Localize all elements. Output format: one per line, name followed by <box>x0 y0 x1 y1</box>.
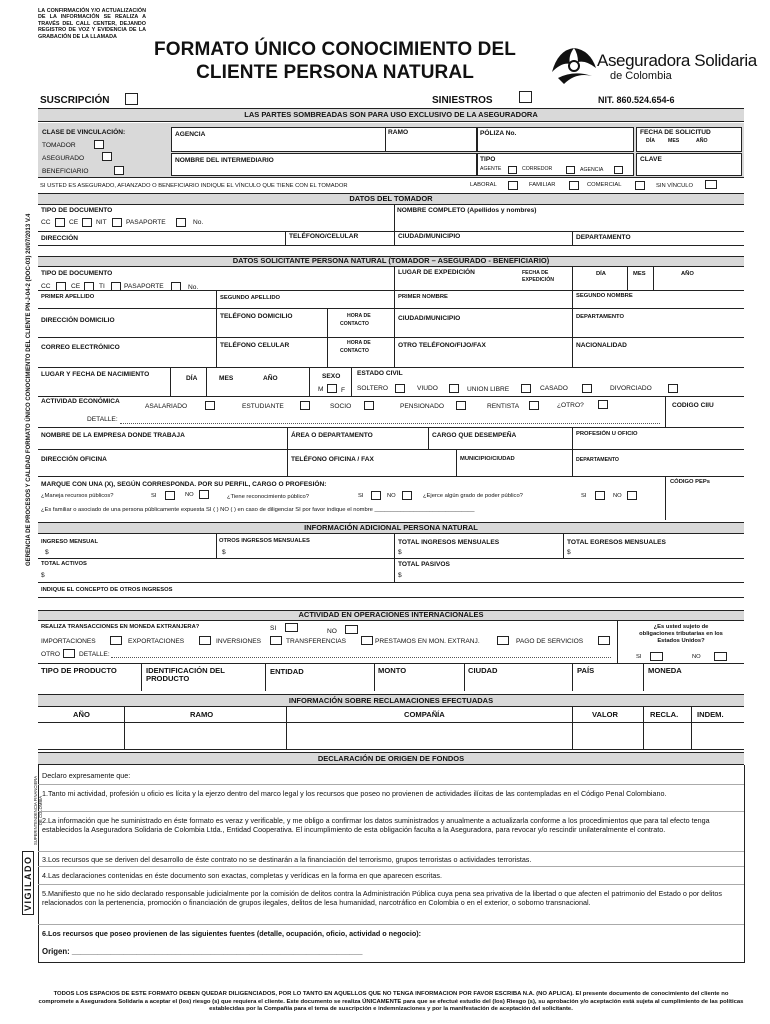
sol-divorciado-option: DIVORCIADO <box>610 385 652 392</box>
sol-ce-checkbox[interactable] <box>84 282 94 291</box>
asegurado-option: ASEGURADO <box>42 155 85 162</box>
sol-rentista-checkbox[interactable] <box>529 401 539 410</box>
sol-ce-option: CE <box>71 283 81 290</box>
beneficiario-option: BENEFICIARIO <box>42 168 89 175</box>
tomador-ce-option: CE <box>69 219 79 226</box>
sol-otro-checkbox[interactable] <box>598 400 608 409</box>
sol-primer-apellido-label: PRIMER APELLIDO <box>41 294 95 300</box>
col-identificacion-line1: IDENTIFICACIÓN DEL <box>146 666 225 675</box>
sol-casado-option: CASADO <box>540 385 568 392</box>
peps-q1-si: SI <box>151 493 157 499</box>
sol-viudo-option: VIUDO <box>417 385 438 392</box>
fecha-anio-label: AÑO <box>696 138 708 144</box>
sol-union-checkbox[interactable] <box>521 384 531 393</box>
peps-q3-no: NO <box>613 493 622 499</box>
sol-fecha-exp-label2: EXPEDICIÓN <box>522 277 554 283</box>
peps-q2-no-checkbox[interactable] <box>402 491 412 500</box>
sol-nac-dia-label: DÍA <box>186 375 198 382</box>
recl-col-valor: VALOR <box>592 710 619 719</box>
sol-lugar-fecha-nac-label: LUGAR Y FECHA DE NACIMIENTO <box>41 371 150 378</box>
tomador-tipo-doc-label: TIPO DE DOCUMENTO <box>41 207 113 214</box>
sol-detalle-label: DETALLE: <box>87 416 118 423</box>
sol-hora-contacto2-label1: HORA DE <box>347 340 371 346</box>
intermediario-label: NOMBRE DEL INTERMEDIARIO <box>175 157 274 164</box>
pago-servicios-checkbox[interactable] <box>598 636 610 645</box>
form-title-line1: FORMATO ÚNICO CONOCIMIENTO DEL <box>154 39 516 60</box>
sol-segundo-nombre-label: SEGUNDO NOMBRE <box>576 293 633 299</box>
sol-cc-option: CC <box>41 283 51 290</box>
otro-option: OTRO <box>41 651 61 658</box>
sol-cc-checkbox[interactable] <box>56 282 66 291</box>
sol-otro-option: ¿OTRO? <box>557 402 584 409</box>
agente-checkbox[interactable] <box>508 166 517 174</box>
sol-ti-option: TI <box>99 283 105 290</box>
peps-q1-si-checkbox[interactable] <box>165 491 175 500</box>
sol-viudo-checkbox[interactable] <box>449 384 459 393</box>
col-monto: MONTO <box>378 666 407 675</box>
vigilado-stamp: VIGILADO <box>22 851 34 915</box>
sol-no-label: No. <box>188 284 199 291</box>
vigilado-sub-line2: DE COLOMBIA <box>37 795 43 825</box>
corredor-checkbox[interactable] <box>566 166 575 174</box>
total-pasivos-label: TOTAL PASIVOS <box>398 561 450 568</box>
beneficiario-checkbox[interactable] <box>114 166 124 175</box>
agencia-ramo-box <box>171 127 477 152</box>
tomador-pasaporte-checkbox[interactable] <box>176 218 186 227</box>
info-adicional-title: INFORMACIÓN ADICIONAL PERSONA NATURAL <box>304 523 478 532</box>
sol-sexo-f-option: F <box>341 387 346 394</box>
total-ingresos-label: TOTAL INGRESOS MENSUALES <box>398 539 500 546</box>
tomador-no-label: No. <box>193 219 204 226</box>
company-logo-icon <box>548 42 600 88</box>
recl-col-compania: COMPAÑÍA <box>404 710 445 719</box>
sol-socio-checkbox[interactable] <box>364 401 374 410</box>
transacciones-no: NO <box>327 628 337 635</box>
fecha-solicitud-label: FECHA DE SOLICITUD <box>640 129 711 136</box>
exclusivo-title: LAS PARTES SOMBREADAS SON PARA USO EXCLUSIVO DE LA ASEGURADORA <box>244 110 538 119</box>
sol-sexo-m-option: M <box>318 386 324 393</box>
tomador-direccion-label: DIRECCIÓN <box>41 235 78 242</box>
form-title <box>150 38 520 84</box>
tomador-nit-checkbox[interactable] <box>112 218 122 227</box>
sol-correo-label: CORREO ELECTRÓNICO <box>41 344 120 351</box>
peps-q1: ¿Maneja recursos públicos? <box>41 493 114 499</box>
sol-segundo-apellido-label: SEGUNDO APELLIDO <box>220 295 281 301</box>
fecha-dia-label: DÍA <box>646 138 655 144</box>
inversiones-option: INVERSIONES <box>216 638 262 645</box>
sol-lugar-exp-label: LUGAR DE EXPEDICIÓN <box>398 269 475 276</box>
tomador-ciudad-label: CIUDAD/MUNICIPIO <box>398 233 461 240</box>
sol-hora-contacto-label2: CONTACTO <box>340 321 369 327</box>
suscripcion-label: SUSCRIPCIÓN <box>40 95 110 106</box>
sol-union-option: UNION LIBRE <box>467 386 510 393</box>
sol-nac-anio-label: AÑO <box>263 375 278 382</box>
sol-sexo-label: SEXO <box>322 373 341 380</box>
agencia-option: AGENCIA <box>580 167 604 173</box>
agencia-label: AGENCIA <box>175 131 206 138</box>
peps-q4: ¿Es familiar o asociado de una persona públicamente expuesta SI ( ) NO ( ) en caso de diligenciar SI por favor indique el nombre _______________________________ <box>41 507 475 513</box>
form-title-line2: CLIENTE PERSONA NATURAL <box>196 62 474 84</box>
estados-unidos-si: SI <box>636 654 642 660</box>
sol-nacionalidad-label: NACIONALIDAD <box>576 342 627 349</box>
sol-hora-contacto2-label2: CONTACTO <box>340 348 369 354</box>
tomador-cc-checkbox[interactable] <box>55 218 65 227</box>
sol-tipo-doc-label: TIPO DE DOCUMENTO <box>41 270 113 277</box>
total-ingresos-currency: $ <box>398 549 402 556</box>
peps-codigo-label: CÓDIGO PEPs <box>670 479 710 485</box>
logo-name: Aseguradora Solidaria <box>597 51 757 70</box>
exportaciones-checkbox[interactable] <box>199 636 211 645</box>
sol-depto-oficina-label: DEPARTAMENTO <box>576 457 619 463</box>
tomador-ce-checkbox[interactable] <box>82 218 92 227</box>
call-center-note: LA CONFIRMACIÓN Y/O ACTUALIZACIÓN DE LA INFORMACIÓN SE REALIZA A TRAVÉS DEL CALL CENTER, DEJANDO REGISTRO DE VOZ Y EVIDENCIA DE LA GRABACIÓN DE LA LLAMADA <box>38 8 146 40</box>
peps-q2: ¿Tiene reconocimiento público? <box>227 494 309 500</box>
sol-ti-checkbox[interactable] <box>111 282 121 291</box>
sol-tel-domicilio-label: TELÉFONO DOMICILIO <box>220 313 293 320</box>
col-tipo-producto: TIPO DE PRODUCTO <box>41 666 117 675</box>
recl-col-indem: INDEM. <box>697 710 724 719</box>
peps-title: MARQUE CON UNA (X), SEGÚN CORRESPONDA. POR SU PERFIL, CARGO O PROFESIÓN: <box>41 481 327 488</box>
sol-rentista-option: RENTISTA <box>487 403 520 410</box>
sin-vinculo-checkbox[interactable] <box>705 180 717 189</box>
tomador-nombre-label: NOMBRE COMPLETO (Apellidos y nombres) <box>397 207 537 214</box>
peps-q1-no-checkbox[interactable] <box>199 490 209 499</box>
familiar-checkbox[interactable] <box>569 181 579 190</box>
asegurado-checkbox[interactable] <box>102 152 112 161</box>
declaracion-p5: 5.Manifiesto que no he sido declarado responsable judicialmente por la comisión de delitos contra la Administración Pública cuya pena sea privativa de la libertad o que afecten el patrimonio del Estado o por delitos relacionados con la pertenencia, promoción o financiación de grupos ilegales, delitos de lesa humanidad, narcotráfico en Colombia o en el exterior, o soborno transnacional. <box>42 889 723 908</box>
transacciones-no-checkbox[interactable] <box>345 625 358 634</box>
estados-unidos-question <box>621 624 741 645</box>
ingreso-mensual-label: INGRESO MENSUAL <box>41 539 99 545</box>
sol-fecha-exp-label1: FECHA DE <box>522 270 549 276</box>
reclamaciones-title: INFORMACIÓN SOBRE RECLAMACIONES EFECTUADAS <box>288 696 494 705</box>
solicitante-title: DATOS SOLICITANTE PERSONA NATURAL (TOMADOR – ASEGURADO - BENEFICIARIO) <box>232 256 550 265</box>
total-activos-label: TOTAL ACTIVOS <box>41 561 87 567</box>
familiar-option: FAMILIAR <box>529 182 556 188</box>
otros-ingresos-currency: $ <box>222 549 226 556</box>
pago-servicios-option: PAGO DE SERVICIOS <box>516 638 584 645</box>
sol-area-label: ÁREA O DEPARTAMENTO <box>291 432 373 439</box>
transacciones-si-checkbox[interactable] <box>285 623 298 632</box>
ramo-label: RAMO <box>388 129 409 136</box>
agente-option: AGENTE <box>480 166 502 172</box>
sol-pensionado-option: PENSIONADO <box>400 403 444 410</box>
sol-municipio-label: MUNICIPIO/CIUDAD <box>460 456 515 462</box>
sol-departamento-label: DEPARTAMENTO <box>576 314 624 320</box>
otros-ingresos-label: OTROS INGRESOS MENSUALES <box>219 538 310 544</box>
tomador-checkbox[interactable] <box>94 140 104 149</box>
sol-dir-oficina-label: DIRECCIÓN OFICINA <box>41 456 107 463</box>
col-moneda: MONEDA <box>648 666 682 675</box>
tomador-option: TOMADOR <box>42 142 76 149</box>
recl-col-recla: RECLA. <box>650 710 679 719</box>
otro-detalle-label: DETALLE: <box>79 651 110 658</box>
total-egresos-currency: $ <box>567 549 571 556</box>
prestamos-option: PRESTAMOS EN MON. EXTRANJ. <box>375 638 480 645</box>
tomador-telefono-label: TELÉFONO/CELULAR <box>289 233 359 240</box>
transferencias-checkbox[interactable] <box>361 636 373 645</box>
peps-q3: ¿Ejerce algún grado de poder público? <box>423 493 523 499</box>
sol-dir-domicilio-label: DIRECCIÓN DOMICILIO <box>41 317 115 324</box>
otro-checkbox[interactable] <box>63 649 75 658</box>
sol-soltero-option: SOLTERO <box>357 385 389 392</box>
estados-unidos-line2: obligaciones tributarias en los <box>639 631 723 638</box>
inversiones-checkbox[interactable] <box>270 636 282 645</box>
suscripcion-checkbox[interactable] <box>125 93 138 105</box>
laboral-option: LABORAL <box>470 182 497 188</box>
transacciones-si: SI <box>270 625 277 632</box>
recl-col-anio: AÑO <box>73 710 90 719</box>
siniestros-checkbox[interactable] <box>519 91 532 103</box>
sol-estudiante-option: ESTUDIANTE <box>242 403 284 410</box>
declaracion-p2: 2.La información que he suministrado en éste formato es veraz y verificable, y me obligo a confirmar los datos suministrados y anualmente a actualizarla conforme a los procedimientos que para tal efecto tenga establecidos la Aseguradora Solidaria de Colombia Ltda., Entidad Cooperativa. El incumplimiento de esta obligación faculta a la Aseguradora, para revocar y/o rescindir unilateralmente el contrato. <box>42 816 710 835</box>
col-identificacion-line2: PRODUCTO <box>146 674 190 684</box>
sol-exp-anio-label: AÑO <box>681 271 694 277</box>
estados-unidos-no-checkbox[interactable] <box>714 652 727 661</box>
peps-q1-no: NO <box>185 492 194 498</box>
prestamos-checkbox[interactable] <box>497 636 509 645</box>
sol-estudiante-checkbox[interactable] <box>300 401 310 410</box>
footer-disclaimer: TODOS LOS ESPACIOS DE ESTE FORMATO DEBEN QUEDAR DILIGENCIADOS, POR LO TANTO EN AQUELLOS QUE NO TENGA INFORMACION POR FAVOR ESCRIBA N.A. (NO APLICA). El presente documento de conocimiento del cliente no compromete a Aseguradora Solidaria a aceptar el (los) riesgo (s) que requiera el cliente. Este documento se realiza ÚNICAMENTE para que se efectué estudio del (los) Riesgo (s), su aprobación y/o aceptación está sujeta al cumplimiento de las políticas establecidas por la Compañía para el tema de suscripción e indemnizaciones y por la manifestación de aceptación del solicitante. <box>38 991 744 1013</box>
concepto-otros-ingresos-label: INDIQUE EL CONCEPTO DE OTROS INGRESOS <box>41 587 173 593</box>
col-pais: PAÍS <box>577 666 595 675</box>
tomador-departamento-label: DEPARTAMENTO <box>576 234 631 241</box>
sol-sexo-m-checkbox[interactable] <box>327 384 337 393</box>
siniestros-label: SINIESTROS <box>432 95 493 106</box>
corredor-option: CORREDOR <box>522 166 553 172</box>
sol-casado-checkbox[interactable] <box>582 384 592 393</box>
sol-tel-celular-label: TELÉFONO CELULAR <box>220 342 290 349</box>
sol-exp-dia-label: DÍA <box>596 271 606 277</box>
tomador-cc-option: CC <box>41 219 51 226</box>
fecha-mes-label: MES <box>668 138 680 144</box>
agencia-checkbox[interactable] <box>614 166 623 174</box>
sol-primer-nombre-label: PRIMER NOMBRE <box>398 294 448 300</box>
importaciones-option: IMPORTACIONES <box>41 638 96 645</box>
peps-q2-no: NO <box>387 493 396 499</box>
sin-vinculo-option: SIN VÍNCULO <box>656 183 694 189</box>
sol-exp-mes-label: MES <box>633 271 646 277</box>
clave-label: CLAVE <box>640 156 662 163</box>
sol-hora-contacto-label1: HORA DE <box>347 313 371 319</box>
comercial-checkbox[interactable] <box>635 181 645 190</box>
total-activos-currency: $ <box>41 572 45 579</box>
sol-pasaporte-option: PASAPORTE <box>124 283 164 290</box>
declaracion-p1: 1.Tanto mi actividad, profesión u oficio es lícita y la ejerzo dentro del marco legal y los recursos que poseo no provienen de actividades ilícitas de las contempladas en el Código Penal Colombiano. <box>42 789 667 798</box>
estados-unidos-line1: ¿Es usted sujeto de <box>653 624 709 630</box>
sidebar-doc-code: GERENCIA DE PROCESOS Y CALIDAD FORMATO ÚNICO CONOCIMIENTO DEL CLIENTE PN-J-04-2 (DOC-03) 20/07/2013 V.4 <box>26 213 32 566</box>
sol-pasaporte-checkbox[interactable] <box>171 282 181 291</box>
sol-asalariado-option: ASALARIADO <box>145 403 188 410</box>
sol-soltero-checkbox[interactable] <box>395 384 405 393</box>
sol-ciudad-label: CIUDAD/MUNICIPIO <box>398 315 461 322</box>
estados-unidos-no: NO <box>692 654 701 660</box>
sol-actividad-label: ACTIVIDAD ECONÓMICA <box>41 398 120 405</box>
sol-cargo-label: CARGO QUE DESEMPEÑA <box>432 432 517 439</box>
col-ciudad: CIUDAD <box>468 666 498 675</box>
clase-vinculacion-label: CLASE DE VINCULACIÓN: <box>42 129 126 136</box>
peps-q3-si: SI <box>581 493 587 499</box>
logo-sub: de Colombia <box>610 70 672 82</box>
recl-col-ramo: RAMO <box>190 710 214 719</box>
declaracion-p6: 6.Los recursos que poseo provienen de las siguientes fuentes (detalle, ocupación, oficio, actividad o negocio): <box>42 929 422 938</box>
nit-label: NIT. 860.524.654-6 <box>598 95 675 105</box>
estados-unidos-line3: Estados Unidos? <box>657 638 705 645</box>
tomador-title: DATOS DEL TOMADOR <box>349 194 433 203</box>
sol-pensionado-checkbox[interactable] <box>456 401 466 410</box>
sol-socio-option: SOCIO <box>330 403 352 410</box>
origen-field[interactable]: Origen: ___________________________________________________________________ <box>42 947 363 956</box>
transacciones-question: REALIZA TRANSACCIONES EN MONEDA EXTRANJERA? <box>41 624 200 630</box>
poliza-label: PÓLIZA No. <box>480 130 517 137</box>
tomador-pasaporte-option: PASAPORTE <box>126 219 166 226</box>
importaciones-checkbox[interactable] <box>110 636 122 645</box>
total-pasivos-currency: $ <box>398 572 402 579</box>
declaracion-p4: 4.Las declaraciones contenidas en éste documento son exactas, completas y verídicas en la forma en que aparecen escritas. <box>42 871 442 880</box>
sol-divorciado-checkbox[interactable] <box>668 384 678 393</box>
total-egresos-label: TOTAL EGRESOS MENSUALES <box>567 539 666 546</box>
sol-estado-civil-label: ESTADO CIVIL <box>357 370 403 377</box>
sol-tel-oficina-label: TELÉFONO OFICINA / FAX <box>291 456 374 463</box>
sol-ciiu-label: CODIGO CIIU <box>672 402 714 409</box>
sol-empresa-label: NOMBRE DE LA EMPRESA DONDE TRABAJA <box>41 432 185 439</box>
sol-nac-mes-label: MES <box>219 375 234 382</box>
sol-otro-tel-label: OTRO TELÉFONO/FIJO/FAX <box>398 342 486 349</box>
col-identificacion <box>146 667 225 684</box>
sol-asalariado-checkbox[interactable] <box>205 401 215 410</box>
laboral-checkbox[interactable] <box>508 181 518 190</box>
vinculo-question: SI USTED ES ASEGURADO, AFIANZADO O BENEFICIARIO INDIQUE EL VÍNCULO QUE TIENE CON EL TOMADOR <box>40 183 348 189</box>
declaracion-title: DECLARACIÓN DE ORIGEN DE FONDOS <box>317 754 465 763</box>
estados-unidos-si-checkbox[interactable] <box>650 652 663 661</box>
tomador-nit-option: NIT <box>96 219 107 226</box>
tipo-label: TIPO <box>480 156 496 163</box>
peps-q3-si-checkbox[interactable] <box>595 491 605 500</box>
transferencias-option: TRANSFERENCIAS <box>286 638 347 645</box>
peps-q2-si-checkbox[interactable] <box>371 491 381 500</box>
comercial-option: COMERCIAL <box>587 182 622 188</box>
col-entidad: ENTIDAD <box>270 667 304 676</box>
peps-q3-no-checkbox[interactable] <box>627 491 637 500</box>
exportaciones-option: EXPORTACIONES <box>128 638 185 645</box>
peps-q2-si: SI <box>358 493 364 499</box>
sol-profesion-label: PROFESIÓN U OFICIO <box>576 431 638 437</box>
declaracion-intro: Declaro expresamente que: <box>42 771 131 780</box>
ingreso-mensual-currency: $ <box>45 549 49 556</box>
internacional-title: ACTIVIDAD EN OPERACIONES INTERNACIONALES <box>298 610 484 619</box>
declaracion-p3: 3.Los recursos que se deriven del desarrollo de éste contrato no se destinarán a la financiación del terrorismo, grupos terroristas o actividades terroristas. <box>42 855 532 864</box>
vigilado-sub-line1: SUPERINTENDENCIA FINANCIERA <box>33 775 38 845</box>
